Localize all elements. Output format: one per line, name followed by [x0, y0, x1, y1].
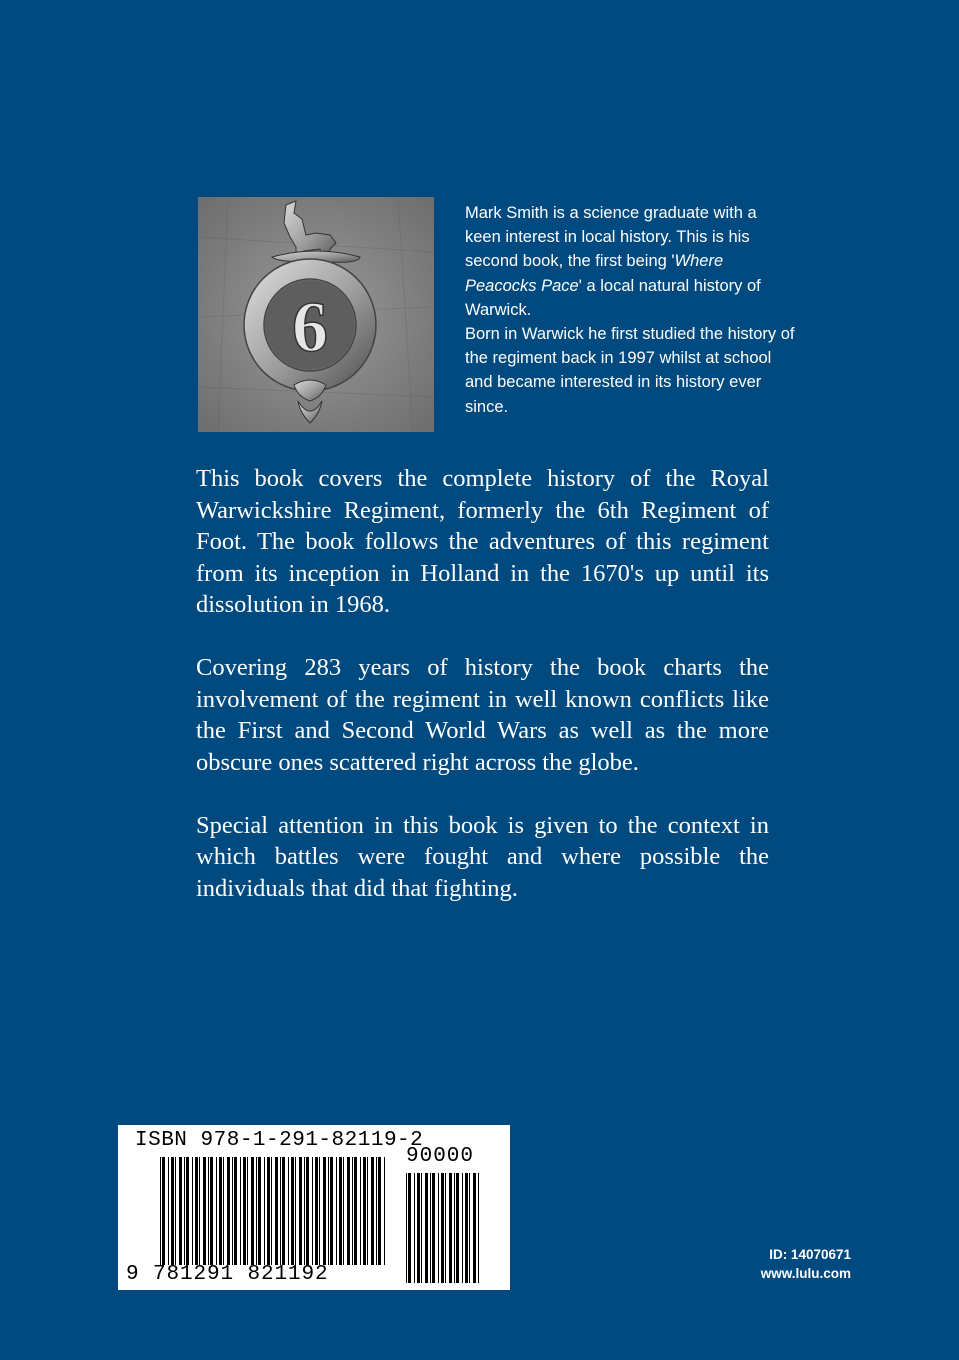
barcode-bar	[210, 1157, 213, 1265]
barcode-bar	[184, 1157, 185, 1265]
barcode-bar	[251, 1157, 254, 1265]
author-bio	[465, 201, 795, 419]
barcode-bar	[328, 1157, 329, 1265]
ean-digits: 9 781291 821192	[126, 1263, 329, 1286]
barcode-bar	[168, 1157, 169, 1265]
barcode-bar	[219, 1157, 222, 1265]
barcode-bar	[295, 1157, 296, 1265]
barcode-bar	[378, 1157, 381, 1265]
barcode-bar	[384, 1157, 385, 1265]
barcode-bar	[175, 1157, 176, 1265]
barcode-bar	[271, 1157, 272, 1265]
barcode-bar	[330, 1157, 333, 1265]
barcode-bar	[352, 1157, 353, 1265]
barcode-bar	[354, 1157, 357, 1265]
barcode-bar	[243, 1157, 246, 1265]
barcode-bar	[323, 1157, 326, 1265]
barcode-bar	[360, 1157, 361, 1265]
barcode-bar	[160, 1157, 161, 1265]
barcode-bar	[371, 1157, 374, 1265]
barcode-bar	[465, 1173, 468, 1283]
barcode-bar	[267, 1157, 270, 1265]
barcode-bar	[445, 1173, 446, 1283]
barcode-bar	[232, 1157, 233, 1265]
book-description	[196, 463, 769, 936]
barcode-bar	[336, 1157, 337, 1265]
barcode-bar	[179, 1157, 182, 1265]
barcode-bar	[199, 1157, 200, 1265]
barcode-bar	[417, 1173, 420, 1283]
barcode-bar	[478, 1173, 479, 1283]
description-paragraph-1: This book covers the complete history of the Royal Warwickshire Regiment, formerly the 6th Regiment of Foot. The book follows the adventures of this regiment from its inception in Holland in the 1670's up until its dissolution in 1968.	[196, 465, 769, 618]
barcode-bar	[430, 1173, 431, 1283]
barcode-bar	[216, 1157, 217, 1265]
barcode-bar	[319, 1157, 320, 1265]
publisher-id: ID: 14070671	[769, 1247, 851, 1262]
barcode-bar	[441, 1173, 444, 1283]
barcode-bar	[432, 1173, 435, 1283]
barcode-bar	[306, 1157, 309, 1265]
barcode-bar	[304, 1157, 305, 1265]
barcode-bar	[162, 1157, 165, 1265]
regimental-badge-image	[198, 197, 434, 432]
barcode-bar	[195, 1157, 198, 1265]
description-paragraph-2: Covering 283 years of history the book charts the involvement of the regiment in well known conflicts like the First and Second World Wars as well as the more obscure ones scattered right across the globe.	[196, 654, 769, 776]
barcode-bar	[315, 1157, 318, 1265]
barcode-bar	[406, 1173, 407, 1283]
barcode-bar	[291, 1157, 294, 1265]
barcode-bar	[186, 1157, 189, 1265]
author-badge-photo	[198, 197, 434, 432]
barcode-bar	[462, 1173, 463, 1283]
barcode-bar	[456, 1173, 459, 1283]
barcode-bar	[449, 1173, 452, 1283]
barcode-bar	[425, 1173, 428, 1283]
barcode-bar	[280, 1157, 281, 1265]
barcode-bar	[421, 1173, 422, 1283]
publisher-info	[761, 1245, 851, 1283]
isbn-label: ISBN 978-1-291-82119-2	[135, 1129, 424, 1152]
bio-paragraph-1: Mark Smith is a science graduate with a keen interest in local history. This is his second book, the first being 'Where Peacocks Pace' a local natural history of Warwick.	[465, 204, 761, 319]
barcode-bar	[299, 1157, 302, 1265]
barcode-bar	[347, 1157, 350, 1265]
barcode-bar	[227, 1157, 230, 1265]
barcode-bar	[312, 1157, 313, 1265]
barcode-bar	[247, 1157, 248, 1265]
description-paragraph-3: Special attention in this book is given to the context in which battles were fought and where possible the individuals that did that fighting.	[196, 811, 769, 902]
barcode-bar	[192, 1157, 193, 1265]
barcode-bar	[275, 1157, 278, 1265]
barcode-bar	[203, 1157, 206, 1265]
barcode-bar	[171, 1157, 174, 1265]
barcode-bar	[240, 1157, 241, 1265]
barcode-bar	[282, 1157, 285, 1265]
previous-book-title: Where Peacocks Pace	[465, 252, 724, 295]
publisher-url: www.lulu.com	[760, 1266, 851, 1281]
barcode-bar	[223, 1157, 224, 1265]
barcode-bar	[376, 1157, 377, 1265]
barcode-bar	[256, 1157, 257, 1265]
price-code: 90000	[406, 1145, 475, 1168]
barcode-bar	[454, 1173, 455, 1283]
barcode-bar	[438, 1173, 439, 1283]
barcode-bar	[288, 1157, 289, 1265]
barcode-bar	[264, 1157, 265, 1265]
barcode-bar	[258, 1157, 261, 1265]
barcode-bar	[469, 1173, 470, 1283]
barcode-bar	[208, 1157, 209, 1265]
barcode-bar	[343, 1157, 344, 1265]
barcode-bar	[234, 1157, 237, 1265]
barcode-bar	[367, 1157, 368, 1265]
bio-paragraph-2: Born in Warwick he first studied the history of the regiment back in 1997 whilst at school and became interested in its history ever since.	[465, 325, 795, 416]
isbn-barcode	[118, 1125, 510, 1290]
barcode-bar	[473, 1173, 476, 1283]
barcode-bar	[408, 1173, 411, 1283]
barcode-bar	[414, 1173, 415, 1283]
barcode-bar	[339, 1157, 342, 1265]
badge-number-text: 6	[292, 287, 328, 367]
barcode-bar	[363, 1157, 366, 1265]
